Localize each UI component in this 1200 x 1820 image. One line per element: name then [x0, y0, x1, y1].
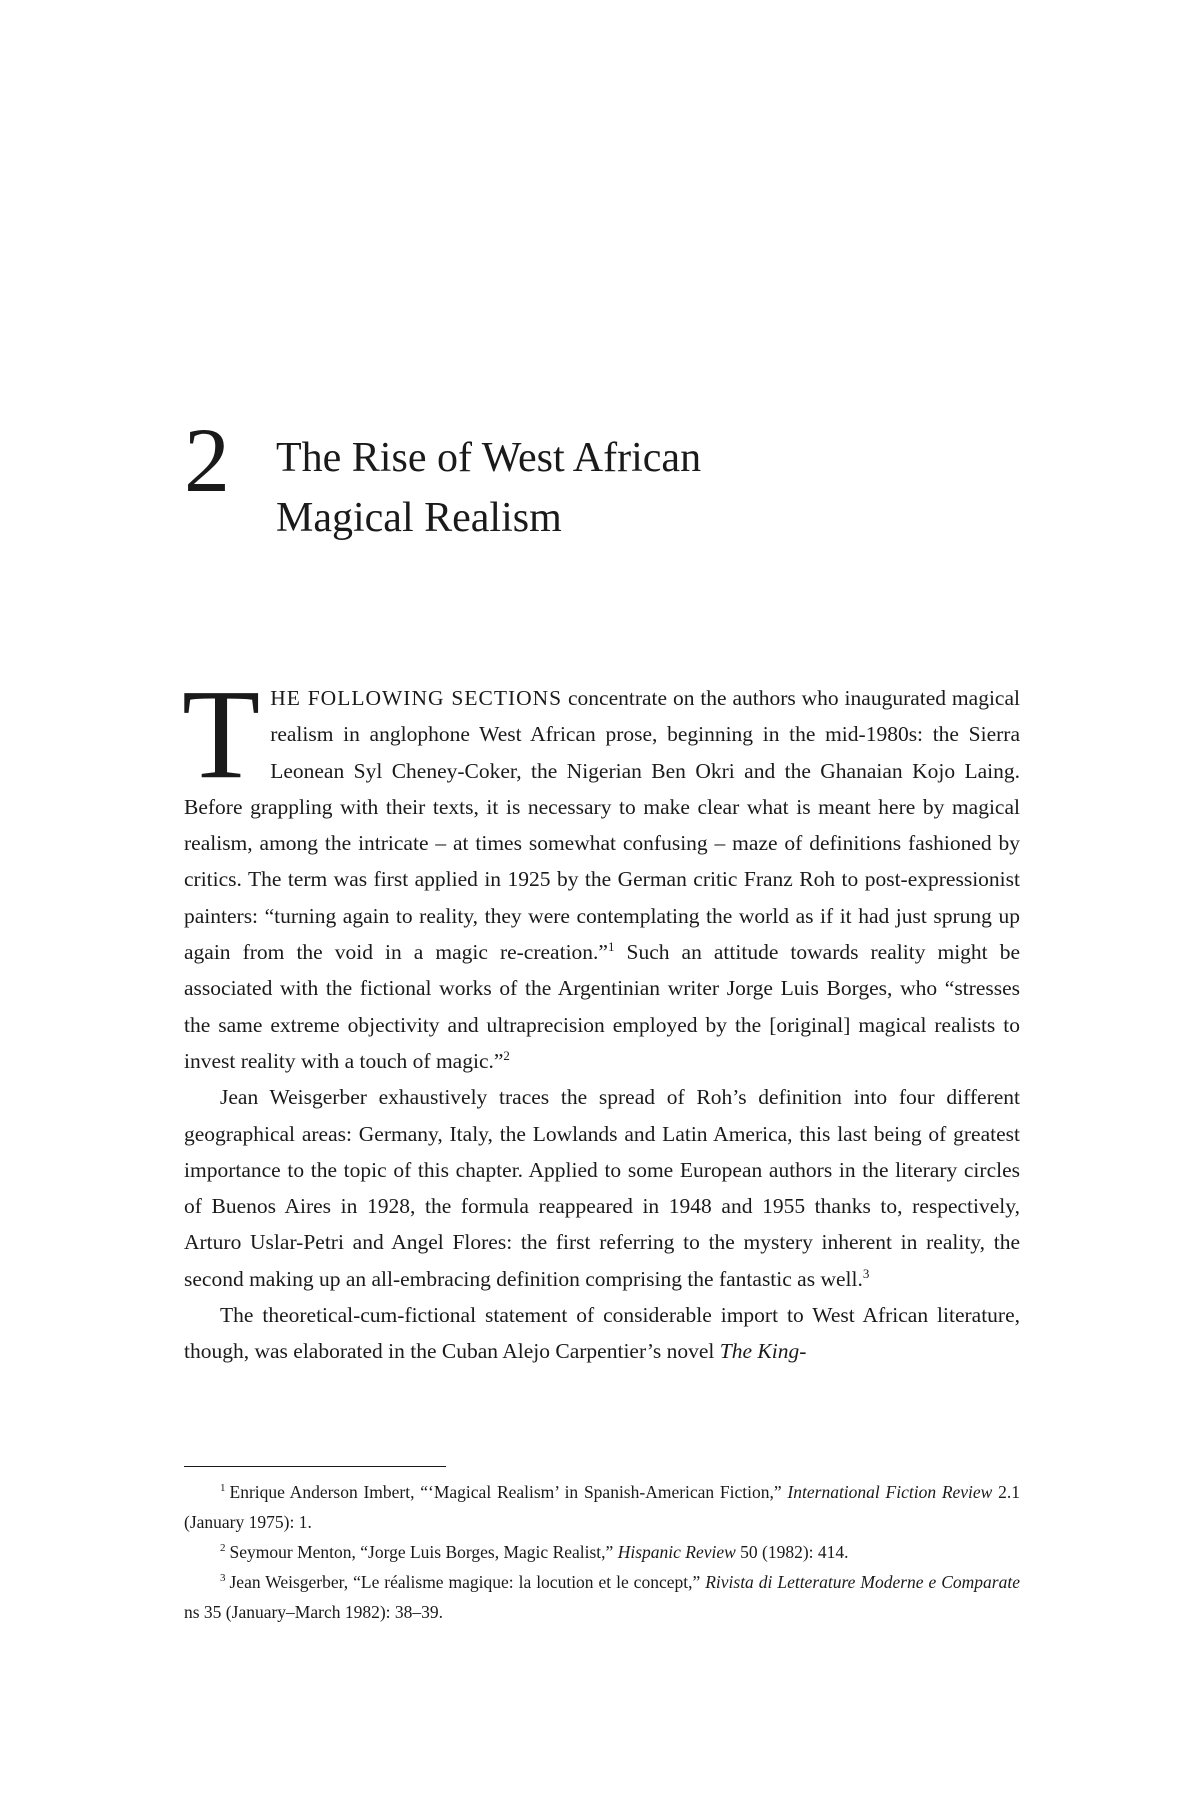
paragraph-1-text-b: Such an attitude towards reality might be associated with the fictional works of the Argentinian writer Jorge Luis Borges, who “stresses the same extreme objectivity and ultraprecision employed by the [original] magical realists to invest reality with a touch of magic.” [184, 940, 1020, 1073]
footnote-3-text: Jean Weisgerber, “Le réalisme magique: la locution et le concept,” [229, 1572, 706, 1592]
footnote-divider [184, 1466, 446, 1467]
footnote-ref-2: 2 [503, 1047, 510, 1063]
footnotes [184, 1477, 1020, 1627]
body-text [182, 663, 1020, 1370]
paragraph-2 [184, 1079, 1020, 1297]
footnote-2-details: 50 (1982): 414. [735, 1542, 849, 1562]
paragraph-2-text: Jean Weisgerber exhaustively traces the spread of Roh’s definition into four different geographical areas: Germany, Italy, the Lowlands and Latin America, this last being of greatest importance to the topic of this chapter. Applied to some European authors in the literary circles of Buenos Aires in 1928, the formula reappeared in 1948 and 1955 thanks to, respectively, Arturo Uslar-Petri and Angel Flores: the first referring to the mystery inherent in reality, the second making up an all-embracing definition comprising the fantastic as well. [184, 1085, 1020, 1291]
footnote-2-number: 2 [220, 1542, 226, 1555]
footnote-1-number: 1 [220, 1482, 226, 1495]
footnote-2-journal: Hispanic Review [617, 1542, 736, 1562]
footnote-3-details: ns 35 (January–March 1982): 38–39. [184, 1602, 444, 1622]
footnote-3-number: 3 [220, 1572, 226, 1585]
footnote-1-journal: International Fiction Review [787, 1482, 993, 1502]
footnote-1-details: 2.1 (January 1975): 1. [184, 1482, 1020, 1532]
paragraph-3-italic-title: The King- [719, 1339, 807, 1364]
footnote-3 [184, 1567, 1020, 1627]
paragraph-1-text-a: concentrate on the authors who inaugurated magical realism in anglophone West African prose, beginning in the mid-1980s: the Sierra Leonean Syl Cheney-Coker, the Nigerian Ben Okri and the Ghanaian Kojo Laing. Before grappling with their texts, it is necessary to make clear what is meant here by magical realism, among the intricate – at times somewhat confusing – maze of definitions fashioned by critics. The term was first applied in 1925 by the German critic Franz Roh to post-expressionist painters: “turning again to reality, they were contemplating the world as if it had just sprung up again from the void in a magic re-creation.” [184, 686, 1020, 965]
footnote-3-journal: Rivista di Letterature Moderne e Comparate [705, 1572, 1020, 1592]
chapter-title-line-1: The Rise of West African [276, 435, 702, 481]
paragraph-3-text: The theoretical-cum-fictional statement of considerable import to West African literature, though, was elaborated in the Cuban Alejo Carpentier’s novel [184, 1303, 1020, 1364]
footnote-ref-3: 3 [862, 1265, 870, 1281]
footnote-1 [184, 1477, 1020, 1537]
footnote-ref-1: 1 [607, 938, 615, 954]
footnote-2 [184, 1537, 1020, 1567]
drop-cap: T [182, 663, 261, 805]
paragraph-3 [184, 1297, 1020, 1370]
opening-small-caps: HE FOLLOWING SECTIONS [270, 686, 563, 710]
chapter-title-line-2: Magical Realism [276, 495, 562, 541]
paragraph-1 [182, 663, 1020, 1079]
footnote-2-text: Seymour Menton, “Jorge Luis Borges, Magic Realist,” [229, 1542, 618, 1562]
footnote-1-text: Enrique Anderson Imbert, “‘Magical Realism’ in Spanish-American Fiction,” [229, 1482, 788, 1502]
chapter-title [276, 428, 976, 548]
chapter-number: 2 [184, 409, 230, 511]
